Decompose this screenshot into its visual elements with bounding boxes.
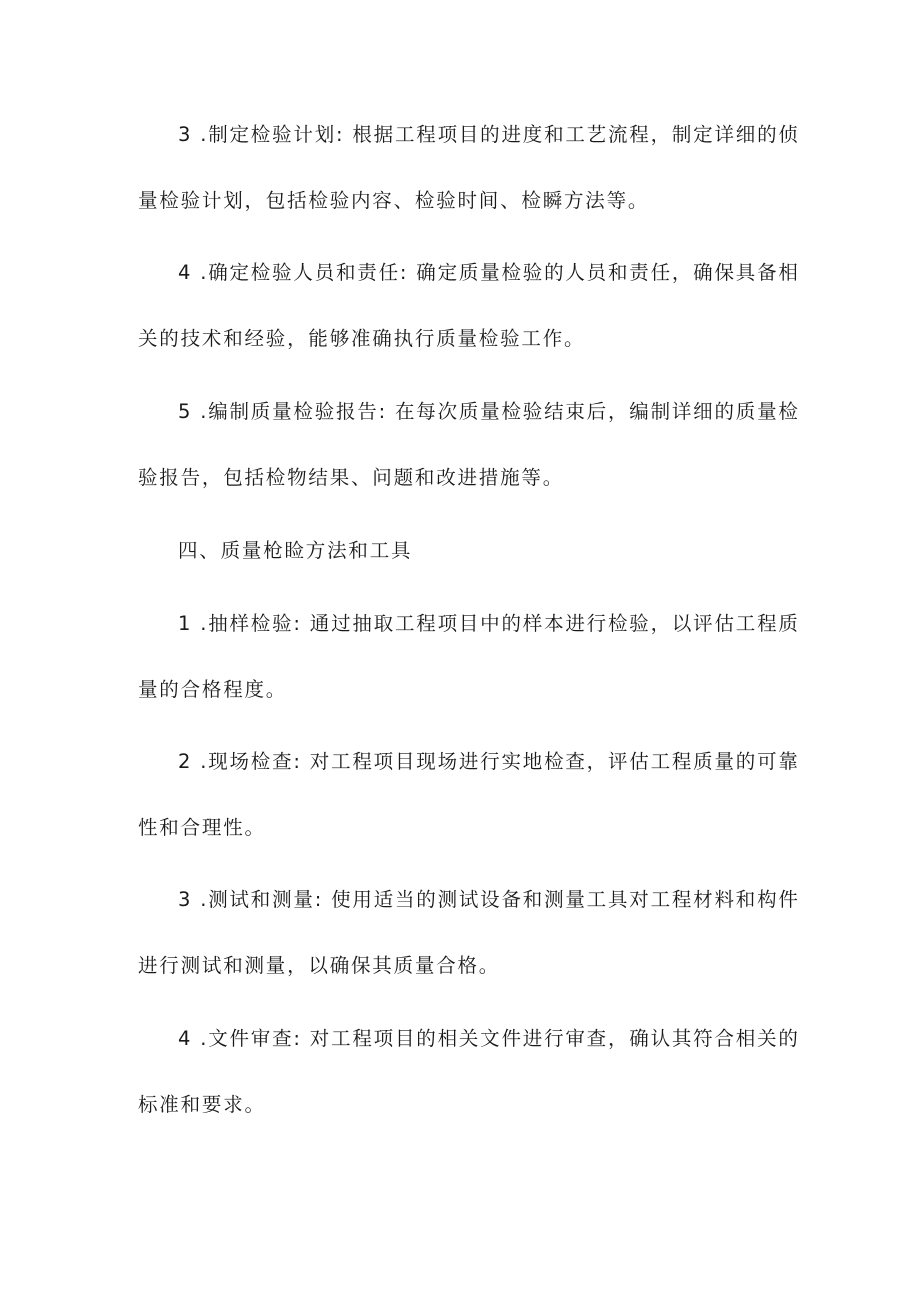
paragraph-document-review-line-1: 4 .文件审查: 对工程项目的相关文件进行审查，确认其符合相关的	[178, 1027, 800, 1050]
paragraph-sampling-line-2: 量的合格程度。	[138, 678, 288, 701]
paragraph-personnel-line-2: 关的技术和经验，能够准确执行质量检验工作。	[138, 327, 586, 350]
section-heading: 四、质量枪睑方法和工具	[178, 539, 413, 562]
paragraph-plan-inspection-line-1: 3 .制定检验计划: 根据工程项目的进度和工艺流程，制定详细的侦	[178, 123, 800, 146]
paragraph-testing-line-2: 进行测试和测量，以确保其质量合格。	[138, 954, 501, 977]
paragraph-personnel-line-1: 4 .确定检验人员和责任: 确定质量检验的人员和责任，确保具备相	[178, 261, 800, 284]
paragraph-document-review-line-2: 标准和要求。	[138, 1093, 266, 1116]
paragraph-report-line-2: 验报告，包括检物结果、问题和改进措施等。	[138, 466, 565, 489]
paragraph-site-check-line-1: 2 .现场检查: 对工程项目现场进行实地检查，评估工程质量的可靠	[178, 750, 800, 773]
paragraph-site-check-line-2: 性和合理性。	[138, 816, 266, 839]
paragraph-sampling-line-1: 1 .抽样检验: 通过抽取工程项目中的样本进行检验，以评估工程质	[178, 612, 800, 635]
paragraph-plan-inspection-line-2: 量检验计划，包括检验内容、检验时间、检瞬方法等。	[138, 189, 650, 212]
paragraph-report-line-1: 5 .编制质量检验报告: 在每次质量检验结束后，编制详细的质量检	[178, 400, 800, 423]
paragraph-testing-line-1: 3 .测试和测量: 使用适当的测试设备和测量工具对工程材料和构件	[178, 888, 800, 911]
